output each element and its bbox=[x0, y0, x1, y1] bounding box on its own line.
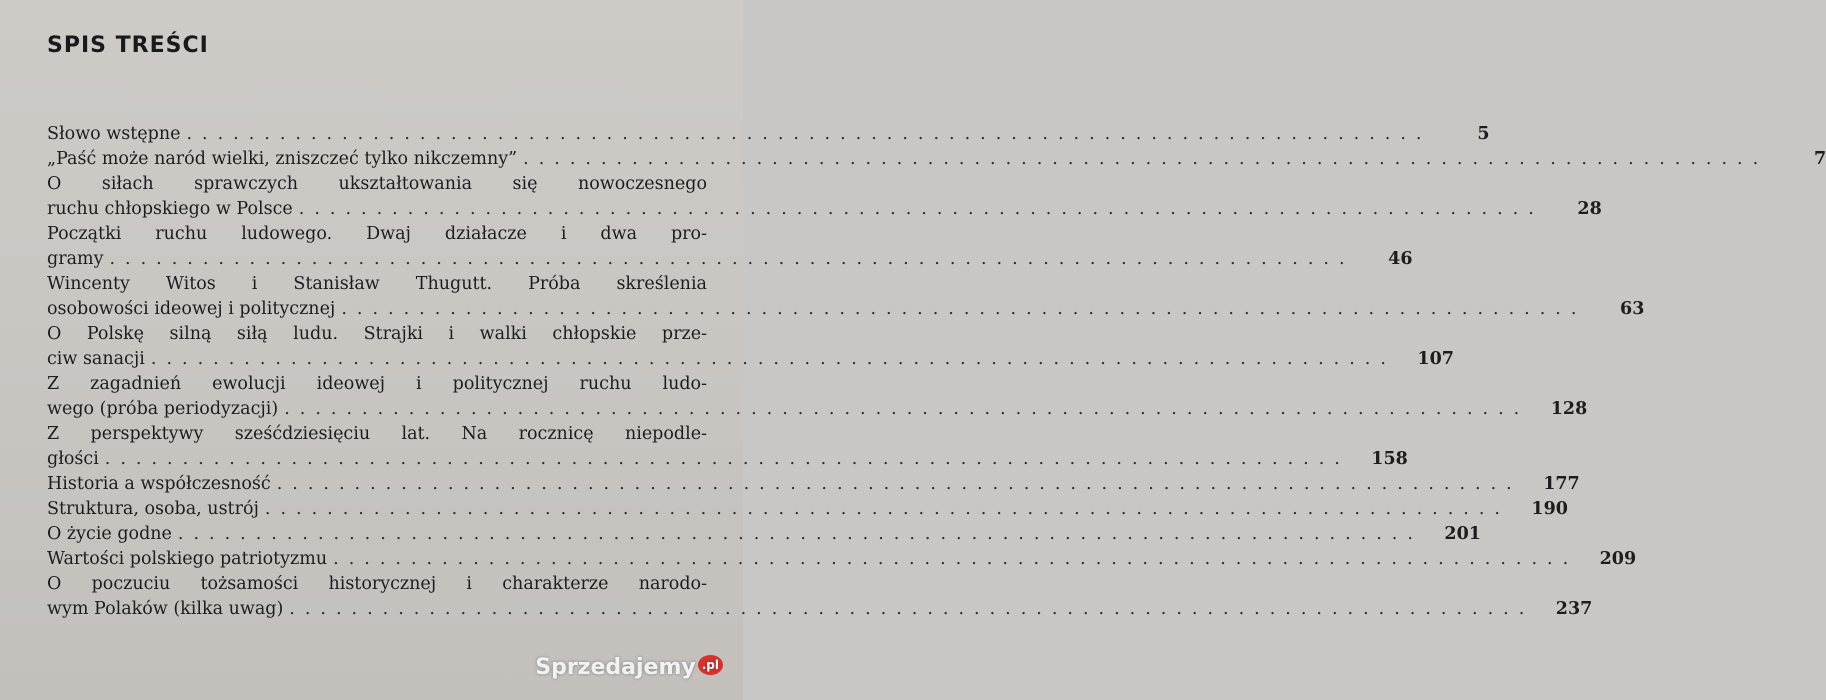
dot-leader: ................................................................................ bbox=[341, 299, 1587, 319]
toc-entry bbox=[47, 222, 1413, 272]
table-of-contents bbox=[47, 122, 1826, 622]
toc-entry-text: Struktura, osoba, ustrój bbox=[47, 499, 259, 519]
toc-entry bbox=[47, 472, 1580, 497]
toc-entry bbox=[47, 572, 1593, 622]
toc-entry-line bbox=[47, 147, 1826, 172]
toc-entry bbox=[47, 497, 1568, 522]
toc-page-number: 158 bbox=[1371, 449, 1408, 469]
dot-leader: ................................................................................ bbox=[276, 474, 1522, 494]
toc-entry-text: osobowości ideowej i politycznej bbox=[47, 299, 336, 319]
toc-entry bbox=[47, 272, 1645, 322]
toc-page-number: 7 bbox=[1813, 149, 1826, 169]
toc-entry-text: Wartości polskiego patriotyzmu bbox=[47, 549, 328, 569]
dot-leader: ................................................................................ bbox=[264, 499, 1510, 519]
toc-entry-line bbox=[47, 572, 707, 597]
toc-entry-line bbox=[47, 347, 1454, 372]
toc-entry-line bbox=[47, 122, 1490, 147]
toc-entry-line bbox=[47, 197, 1602, 222]
toc-entry-text: O poczuciu tożsamości historycznej i charakterze narodo- bbox=[47, 574, 707, 594]
dot-leader: ................................................................................ bbox=[523, 149, 1769, 169]
toc-page-number: 201 bbox=[1444, 524, 1481, 544]
dot-leader: ................................................................................ bbox=[177, 524, 1423, 544]
toc-entry-text: Historia a współczesność bbox=[47, 474, 271, 494]
toc-entry-line bbox=[47, 597, 1593, 622]
toc-entry bbox=[47, 547, 1637, 572]
toc-entry-line bbox=[47, 522, 1481, 547]
toc-entry-line bbox=[47, 472, 1580, 497]
toc-entry-text: Z perspektywy sześćdziesięciu lat. Na rocznicę niepodle- bbox=[47, 424, 707, 444]
toc-entry-line bbox=[47, 297, 1645, 322]
dot-leader: ................................................................................ bbox=[109, 249, 1355, 269]
toc-entry-text: wego (próba periodyzacji) bbox=[47, 399, 279, 419]
toc-entry-line bbox=[47, 372, 707, 397]
toc-entry-text: ciw sanacji bbox=[47, 349, 145, 369]
toc-entry-text: Wincenty Witos i Stanisław Thugutt. Próba skreślenia bbox=[47, 274, 707, 294]
toc-entry-text: głości bbox=[47, 449, 99, 469]
toc-entry-line bbox=[47, 397, 1588, 422]
toc-entry-line bbox=[47, 497, 1568, 522]
toc-entry-line bbox=[47, 322, 707, 347]
dot-leader: ................................................................................ bbox=[284, 399, 1530, 419]
toc-entry bbox=[47, 172, 1602, 222]
toc-entry-line bbox=[47, 172, 707, 197]
toc-entry-text: O życie godne bbox=[47, 524, 172, 544]
toc-page-number: 190 bbox=[1531, 499, 1568, 519]
toc-entry-text: O Polskę silną siłą ludu. Strajki i walki chłopskie prze- bbox=[47, 324, 707, 344]
watermark-name: Sprzedajemy bbox=[535, 655, 696, 680]
toc-entry bbox=[47, 322, 1454, 372]
toc-page-number: 5 bbox=[1477, 124, 1490, 144]
toc-entry bbox=[47, 372, 1588, 422]
toc-entry-text: Z zagadnień ewolucji ideowej i politycznej ruchu ludo- bbox=[47, 374, 707, 394]
toc-entry-line bbox=[47, 247, 1413, 272]
toc-entry-line bbox=[47, 272, 707, 297]
dot-leader: ................................................................................ bbox=[333, 549, 1579, 569]
toc-page-number: 28 bbox=[1577, 199, 1602, 219]
toc-entry bbox=[47, 422, 1408, 472]
toc-entry-line bbox=[47, 447, 1408, 472]
toc-entry-text: wym Polaków (kilka uwag) bbox=[47, 599, 284, 619]
toc-page-number: 46 bbox=[1388, 249, 1413, 269]
watermark-tld: .pl bbox=[698, 655, 723, 675]
toc-page-number: 209 bbox=[1599, 549, 1637, 569]
toc-entry-text: ruchu chłopskiego w Polsce bbox=[47, 199, 293, 219]
toc-page-number: 107 bbox=[1417, 349, 1454, 369]
toc-entry-line bbox=[47, 222, 707, 247]
toc-entry-text: Słowo wstępne bbox=[47, 124, 181, 144]
toc-page-number: 63 bbox=[1620, 299, 1645, 319]
toc-entry-line bbox=[47, 422, 707, 447]
toc-page-number: 128 bbox=[1550, 399, 1588, 419]
toc-entry-text: O siłach sprawczych ukształtowania się nowoczesnego bbox=[47, 174, 707, 194]
dot-leader: ................................................................................ bbox=[289, 599, 1535, 619]
watermark bbox=[535, 655, 723, 680]
dot-leader: ................................................................................ bbox=[186, 124, 1432, 144]
page-title: SPIS TREŚCI bbox=[47, 33, 209, 58]
dot-leader: ................................................................................ bbox=[150, 349, 1396, 369]
toc-entry bbox=[47, 147, 1826, 172]
toc-entry bbox=[47, 122, 1490, 147]
dot-leader: ................................................................................ bbox=[298, 199, 1544, 219]
toc-entry-text: gramy bbox=[47, 249, 104, 269]
toc-entry-text: „Paść może naród wielki, zniszczeć tylko nikczemny” bbox=[47, 149, 518, 169]
toc-page-number: 237 bbox=[1555, 599, 1593, 619]
toc-entry-text: Początki ruchu ludowego. Dwaj działacze i dwa pro- bbox=[47, 224, 707, 244]
toc-entry bbox=[47, 522, 1481, 547]
toc-page-number: 177 bbox=[1543, 474, 1580, 494]
dot-leader: ................................................................................ bbox=[104, 449, 1350, 469]
toc-entry-line bbox=[47, 547, 1637, 572]
